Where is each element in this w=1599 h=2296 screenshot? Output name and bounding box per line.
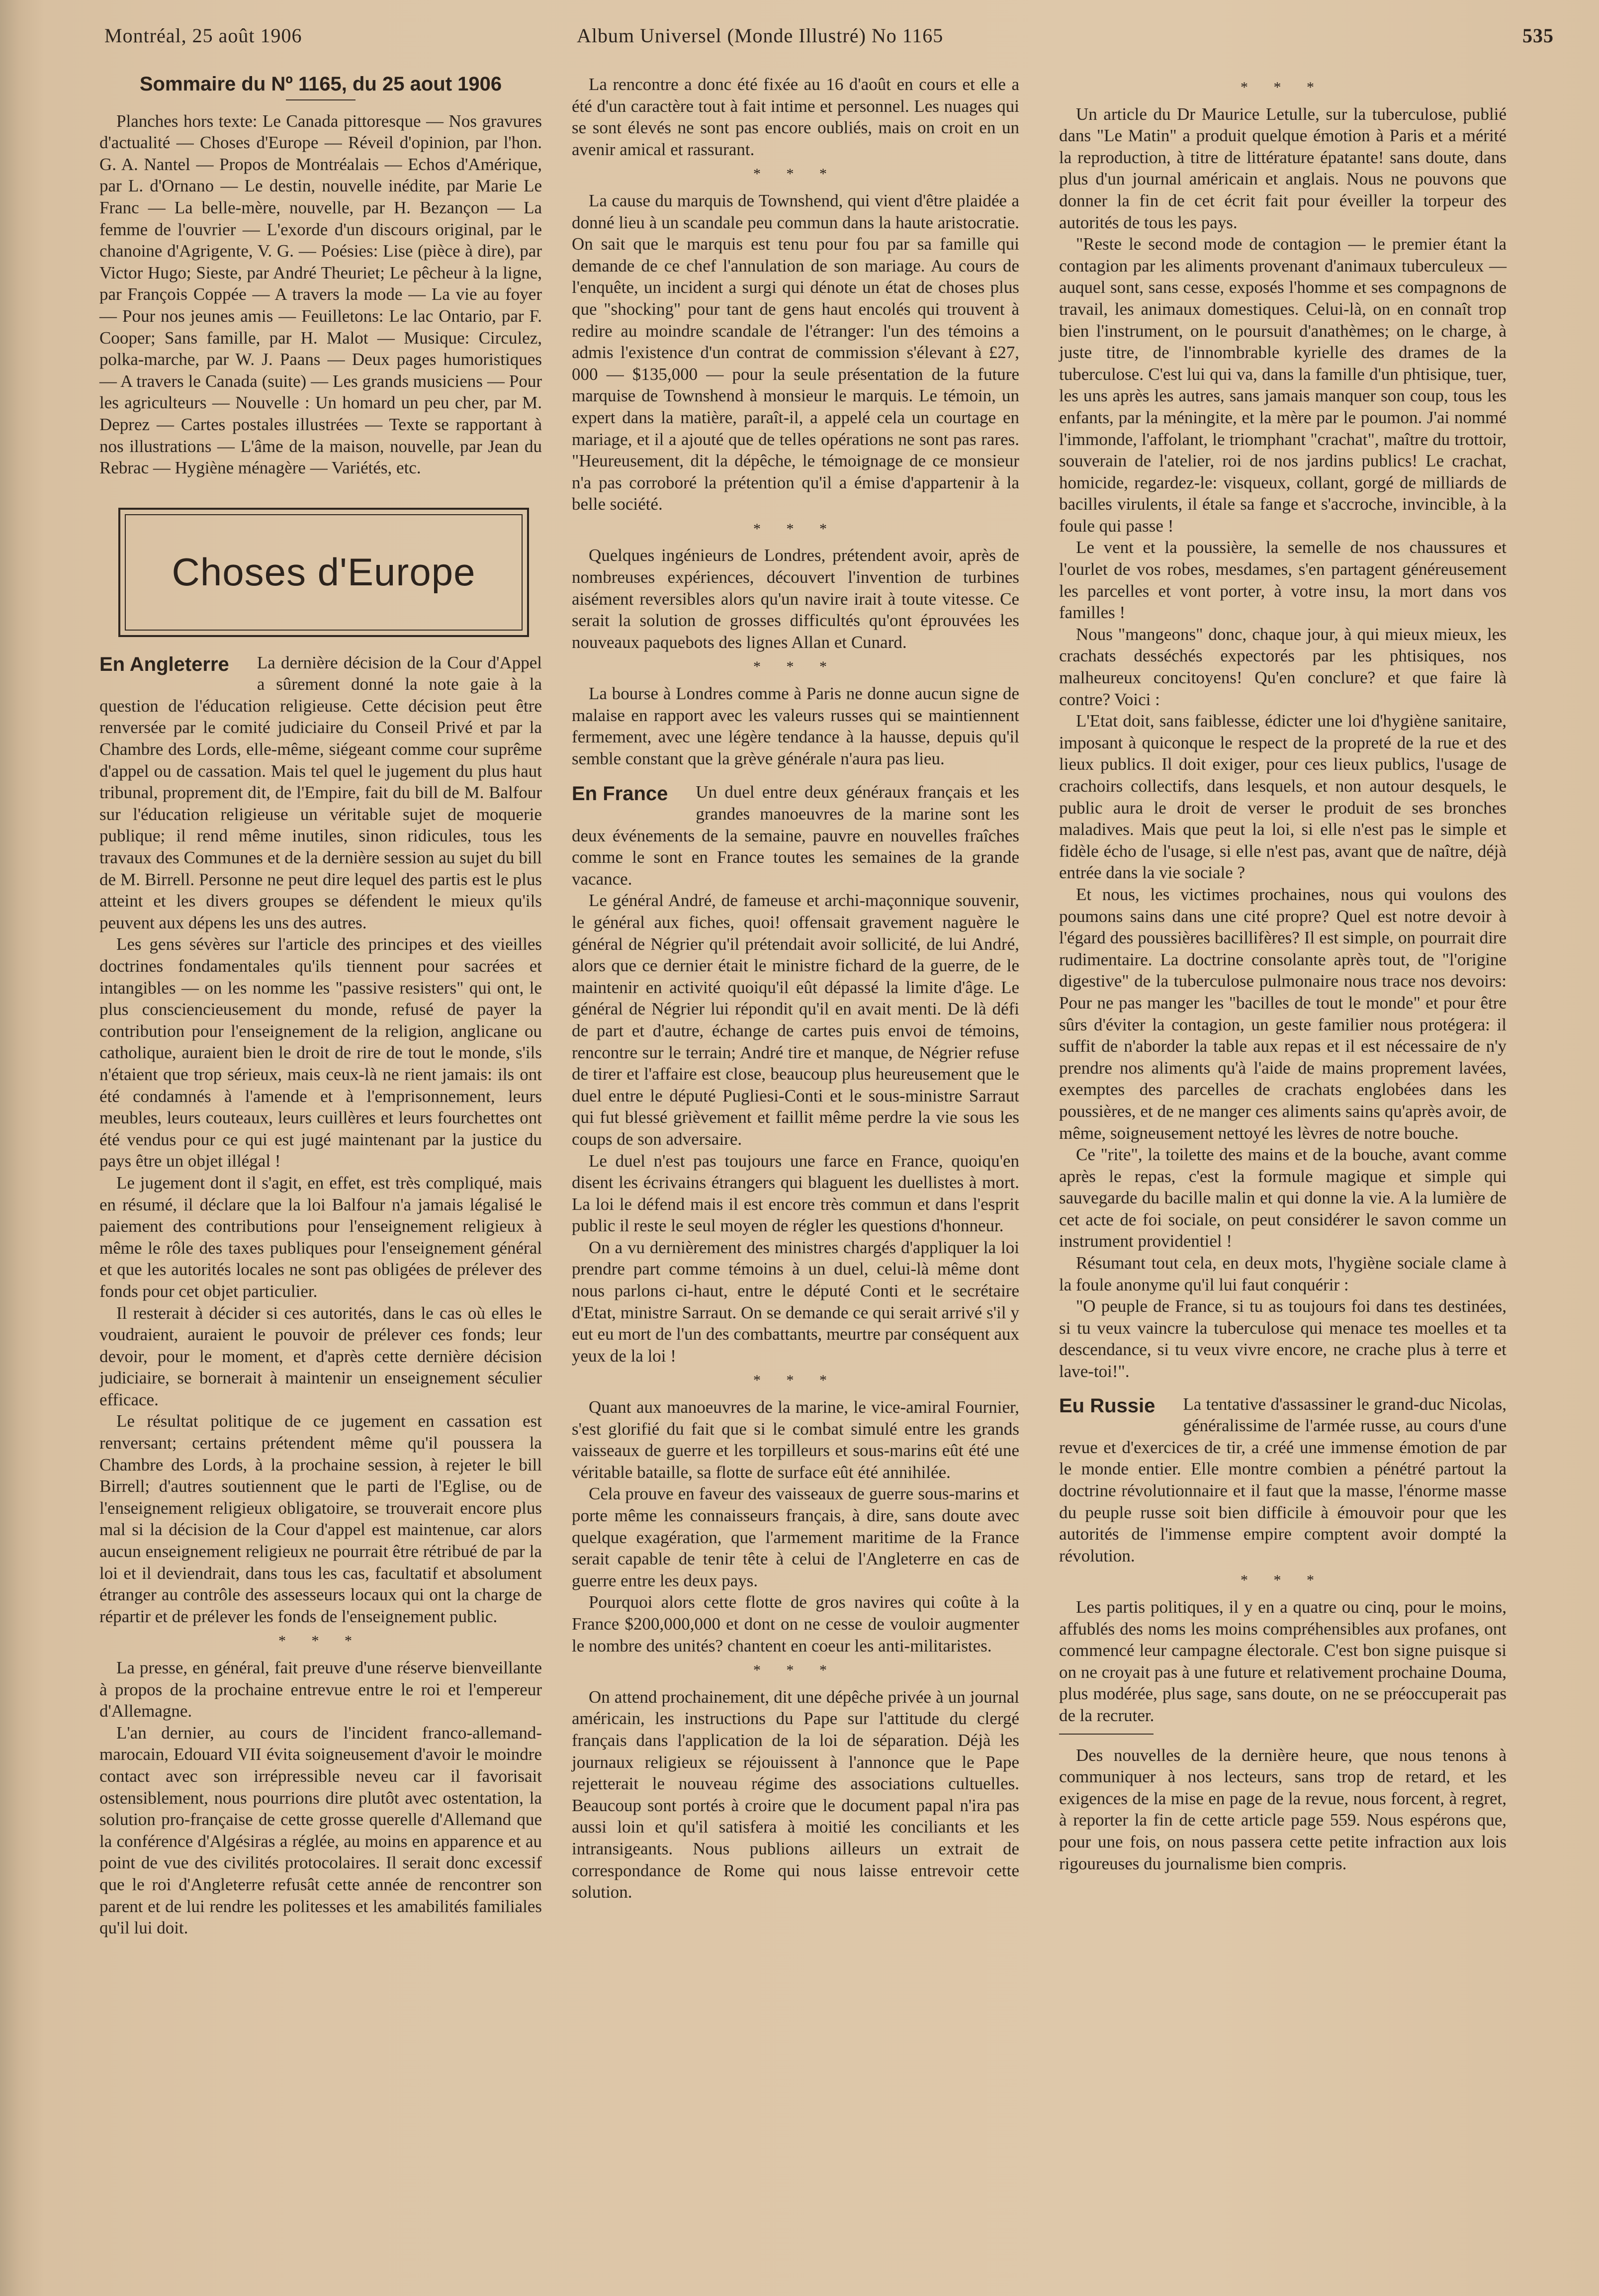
section-separator: * * *	[753, 1662, 838, 1679]
paragraph: La cause du marquis de Townshend, qui vient d'être plaidée a donné lieu à un scandale peu commun dans la haute aristocratie. On sait que le marquis est tenu pour fou par sa famille qui demande de ce chef l'annulation de son mariage. Au cours de l'enquête, un incident a surgi qui dénote un état de choses plus que "shocking" pour tant de gens haut encolés qui trouvent à redire au moindre scandale de l'étranger: l'un des témoins a admis l'existence d'un contrat de commission s'élevant à £27, 000 — $135,000 — pour la seule présentation de la future marquise de Townshend à monsieur le marquis. Le témoin, un expert dans la matière, paraît-il, a appelé cela un courtage en mariage, et il a ajouté que de telles opérations ne sont pas rares. "Heureusement, dit la dépêche, le témoignage de ce monsieur n'a pas corroboré la prétention qu'il a émise d'appartenir à la belle société.	[572, 190, 1019, 514]
column-2	[572, 74, 1019, 1903]
paragraph: Le vent et la poussière, la semelle de nos chaussures et l'ourlet de vos robes, mesdames, s'en partagent généreusement les parcelles et vont porter, à votre insu, la mort dans vos familles !	[1059, 538, 1507, 623]
page-number: 535	[1522, 24, 1554, 47]
section-russie	[1059, 1393, 1507, 1567]
paragraph: La presse, en général, fait preuve d'une réserve bienveillante à propos de la prochaine entrevue entre le roi et l'empereur d'Allemagne.	[99, 1658, 542, 1721]
paragraph: Le jugement dont il s'agit, en effet, est très compliqué, mais en résumé, il déclare que la loi Balfour n'a jamais légalisé le paiement des contributions pour l'enseignement religieux à même le rôle des taxes publiques pour l'enseignement général et que les autorités locales ne sont pas obligées de prélever des fonds pour cet objet particulier.	[99, 1173, 542, 1301]
paragraph: Le général André, de fameuse et archi-maçonnique souvenir, le général aux fiches, quoi! offensait gravement naguère le général de Négrier qu'il prétendait avoir sollicité, de lui André, alors que ce dernier était le ministre fichard de la guerre, de le maintenir en activité quoiqu'il eût dépassé la limite d'âge. Le général de Négrier lui répondit qu'il en avait menti. De là défi de part et d'autre, échange de cartes puis envoi de témoins, rencontre sur le terrain; André tire et manque, de Négrier refuse de tirer et l'affaire est close, beaucoup plus heureusement que le duel entre le député Pugliesi-Conti et le sous-ministre Sarraut qui fut blessé grièvement et faillit même perdre la vie sous les coups de son adversaire.	[572, 891, 1019, 1149]
paragraph: L'Etat doit, sans faiblesse, édicter une loi d'hygiène sanitaire, imposant à quiconque le respect de la propreté de la rue et des lieux publics. Il doit exiger, pour ces lieux publics, l'usage de crachoirs collectifs, dans lesquels, et non autour desquels, le public aura le droit de verser le produit de ses bronches maladives. Mais que peut la loi, si elle n'est pas le simple et fidèle écho de l'usage, si elle n'est pas, avant que de naître, déjà entrée dans la vie sociale ?	[1059, 711, 1507, 883]
paragraph: Les partis politiques, il y en a quatre ou cinq, pour le moins, affublés des noms les moins compréhensibles aux profanes, ont commencé leur campagne électorale. C'est bon signe puisque si on ne croyait pas à une future et relativement prochaine Douma, plus modérée, plus sage, sans doute, on ne se préoccuperait pas de la recruter.	[1059, 1597, 1507, 1725]
header-date: Montréal, 25 août 1906	[104, 24, 302, 47]
paragraph: Les gens sévères sur l'article des principes et des vieilles doctrines fondamentales qu'ils tiennent pour sacrées et intangibles — on les nomme les "passive resisters" qui ont, le plus consciencieusement du monde, refusé de payer la contribution pour l'enseignement de la religion, anglicane ou catholique, auraient bien le droit de rire de tout le monde, s'ils n'étaient que trop sérieux, mais ceux-là ne rient jamais: ils ont été condamnés à l'amende et à l'emprisonnement, leurs meubles, leurs couteaux, leurs cuillères et leurs fourchettes ont été vendus pour ce qui est jugé maintenant par la justice du pays être un objet illégal !	[99, 934, 542, 1171]
sommaire-text: Planches hors texte: Le Canada pittoresque — Nos gravures d'actualité — Choses d'Europe — Réveil d'opinion, par l'hon. G. A. Nantel — Propos de Montréalais — Echos d'Amérique, par L. d'Ornano — Le destin, nouvelle inédite, par Marie Le Franc — La belle-mère, nouvelle, par H. Bezançon — La femme de l'ouvrier — L'exorde d'un discours original, par le chanoine d'Agrigente, V. G. — Poésies: Lise (pièce à dire), par Victor Hugo; Sieste, par André Theuriet; Le pêcheur à la ligne, par François Coppée — A travers la mode — La vie au foyer — Pour nos jeunes amis — Feuilletons: Le lac Ontario, par F. Cooper; Sans famille, par H. Malot — Musique: Circulez, polka-marche, par W. J. Paans — Deux pages humoristiques — A travers le Canada (suite) — Les grands musiciens — Pour les agriculteurs — Nouvelle : Un homard un peu cher, par M. Deprez — Cartes postales illustrées — Texte se rapportant à nos illustrations — L'âme de la maison, nouvelle, par Jean du Rebrac — Hygiène ménagère — Variétés, etc.	[99, 111, 542, 478]
paragraph: Résumant tout cela, en deux mots, l'hygiène sociale clame à la foule anonyme qu'il lui faut conquérir :	[1059, 1253, 1507, 1294]
section-separator: * * *	[753, 520, 838, 537]
section-angleterre	[99, 652, 542, 934]
feature-title-box	[118, 508, 529, 637]
sommaire-divider	[286, 99, 355, 100]
section-separator: * * *	[753, 1372, 838, 1389]
paragraph: Nous "mangeons" donc, chaque jour, à qui mieux mieux, les crachats desséchés expectorés par les phtisiques, nos malheureux concitoyens! Qu'en conclure? et que faire là contre? Voici :	[1059, 624, 1507, 709]
paragraph: Un duel entre deux généraux français et les grandes manoeuvres de la marine sont les deux événements de la semaine, pauvre en nouvelles fraîches comme le sont en France toutes les semaines de la grande vacance.	[572, 782, 1019, 889]
section-heading-angleterre: En Angleterre	[99, 653, 229, 675]
paragraph: On attend prochainement, dit une dépêche privée à un journal américain, les instructions du Pape sur l'attitude du clergé français dans l'application de la loi de séparation. Déjà les journaux religieux se réjouissent à l'annonce que le Pape rejetterait le nouveau régime des associations cultuelles. Beaucoup sont portés à croire que le document papal n'ira pas aussi loin et qu'il satisfera à moitié les conciliants et les intransigeants. Nous publions ailleurs un extrait de correspondance de Rome qui nous laisse entrevoir cette solution.	[572, 1687, 1019, 1902]
paragraph: La rencontre a donc été fixée au 16 d'août en cours et elle a été d'un caractère tout à fait intime et personnel. Les nuages qui se sont élevés ne sont pas encore oubliés, mais on croit en un avenir amical et rassurant.	[572, 75, 1019, 159]
paragraph: Quelques ingénieurs de Londres, prétendent avoir, après de nombreuses expériences, découvert l'invention de turbines aisément reversibles alors qu'un navire irait à toute vitesse. Ce serait la solution de grosses difficultés qu'ont éprouvées les nouveaux paquebots des lignes Allan et Cunard.	[572, 546, 1019, 652]
sommaire-title: Sommaire du Nº 1165, du 25 aout 1906	[139, 73, 502, 95]
paragraph: "O peuple de France, si tu as toujours foi dans tes destinées, si tu veux vaincre la tuberculose qui menace tes moelles et ta descendance, si tu veux vivre encore, ne crache plus à terre et lave-toi!".	[1059, 1296, 1507, 1381]
feature-title: Choses d'Europe	[172, 550, 476, 594]
section-separator: * * *	[278, 1633, 363, 1650]
section-separator: * * *	[1241, 79, 1325, 95]
paragraph: La bourse à Londres comme à Paris ne donne aucun signe de malaise en rapport avec les valeurs russes qui se maintiennent fermement, avec une légère tendance à la hausse, depuis qu'il semble constant que la grève générale n'aura pas lieu.	[572, 684, 1019, 768]
column-3	[1059, 74, 1507, 1874]
paragraph: Quant aux manoeuvres de la marine, le vice-amiral Fournier, s'est glorifié du fait que si le combat simulé entre les grands vaisseaux de guerre et les torpilleurs et sous-marins eût été une véritable bataille, sa flotte de surface eût été annihilée.	[572, 1397, 1019, 1482]
paragraph: Ce "rite", la toilette des mains et de la bouche, avant comme après le repas, c'est la formule magique et simple qui sauvegarde du bacille malin et qui donne la vie. A la lumière de cet acte de foi sociale, on peut considérer le savon comme un instrument providentiel !	[1059, 1145, 1507, 1251]
paragraph: Un article du Dr Maurice Letulle, sur la tuberculose, publié dans "Le Matin" a produit quelque émotion à Paris et a mérité la reproduction, à titre de littérature épatante! sans doute, dans plus d'un journal américain et anglais. Nous ne pouvons que donner la fin de cet écrit fait pour éveiller la torpeur des autorités de tous les pays.	[1059, 104, 1507, 232]
paragraph: Le duel n'est pas toujours une farce en France, quoiqu'en disent les écrivains étrangers qui blaguent les duellistes à mort. La loi le défend mais il est encore très commun et dans l'esprit public il reste le seul moyen de régler les questions d'honneur.	[572, 1151, 1019, 1236]
paragraph: Et nous, les victimes prochaines, nous qui voulons des poumons sains dans une cité propre? Quel est notre devoir à l'égard des poussières bacillifères? Il est simple, on pourrait dire rudimentaire. La doctrine consolante après tout, de "l'origine digestive" de la tuberculose pulmonaire nous trace nos devoirs: Pour ne pas manger les "bacilles de tout le monde" et pour être sûrs d'éviter la contagion, un geste familier nous protégera: il suffit de n'aborder la table aux repas et il est nécessaire de n'y prendre nos aliments qu'à l'aide de mains proprement lavées, exemptes des parcelles de crachats englobées dans les poussières, et de ne manger ces aliments sains qu'après avoir, de même, soigneusement nettoyé les lèvres de notre bouche.	[1059, 884, 1507, 1143]
feature-title-frame	[125, 514, 523, 631]
paragraph: L'an dernier, au cours de l'incident franco-allemand-marocain, Edouard VII évita soigneusement d'avoir le moindre contact avec son irrépressible neveu car il favorisait ostensiblement, nous pourrions dire plutôt avec ostentation, la solution pro-française de cette grosse querelle d'Allemand que la conférence d'Algésiras a réglée, au moins en apparence et au point de vue des civilités protocolaires. Il serait donc excessif que le roi d'Angleterre refusât cette année de rencontrer son parent et de lui rendre les politesses et les amabilités familiales qu'il lui doit.	[99, 1723, 542, 1938]
section-heading-russie: Eu Russie	[1059, 1394, 1155, 1417]
paragraph: On a vu dernièrement des ministres chargés d'appliquer la loi prendre part comme témoins à un duel, celui-là même dont nous parlons ci-haut, entre le député Conti et le secrétaire d'Etat, ministre Sarraut. On se demande ce qui serait arrivé s'il y eut eu mort de l'un des combattants, meurtre par conséquent aux yeux de la loi !	[572, 1237, 1019, 1366]
column-1	[99, 74, 542, 1939]
paragraph: La dernière décision de la Cour d'Appel a sûrement donné la note gaie à la question de l'éducation religieuse. Cette décision peut être renversée par le comité judiciaire du Conseil Privé et par la Chambre des Lords, elle-même, siégeant comme cour suprême d'appel ou de cassation. Mais tel quel le jugement du plus haut tribunal, proprement dit, de l'Empire, fait du bill de M. Balfour sur l'éducation religieuse un véritable sujet de moquerie publique; il rend même inutiles, sinon ridicules, tous les travaux des Communes et de la dernière session au sujet du bill de M. Birrell. Personne ne peut dire lequel des partis est le plus atteint et les divers groupes se défendent le mieux qu'ils peuvent aux dépens les uns des autres.	[99, 652, 542, 932]
paragraph: "Reste le second mode de contagion — le premier étant la contagion par les aliments provenant d'animaux tuberculeux — auquel sont, sans cesse, exposés l'homme et ses compagnons de travail, les animaux domestiques. Celui-là, on en connaît trop bien l'instrument, on le poursuit d'anathèmes; on le charge, à juste titre, de l'innombrable kyrielle des drames de la tuberculose. C'est lui qui va, dans la famille d'un phtisique, tuer, les uns après les autres, sans jamais manquer son coup, tous les enfants, par la méningite, et la mère par le poumon. J'ai nommé l'immonde, l'affolant, le triomphant "crachat", maître du trottoir, souverain de l'atelier, roi de nos jardins publics! Le crachat, homicide, regardez-le: visqueux, collant, gorgé de milliards de bacilles virulents, il étale sa fange et s'accroche, invincible, à la foule qui passe !	[1059, 234, 1507, 536]
paragraph: Il resterait à décider si ces autorités, dans le cas où elles le voudraient, auraient le pouvoir de prélever ces fonds; leur devoir, pour le moment, et d'après cette dernière décision judiciaire, se bornerait à maintenir un enseignement séculier efficace.	[99, 1303, 542, 1409]
paragraph: La tentative d'assassiner le grand-duc Nicolas, généralissime de l'armée russe, au cours d'une revue et d'exercices de tir, a créé une immense émotion de par le monde entier. Elle montre combien a pénétré partout la doctrine révolutionnaire et il faut que la masse, l'énorme masse du peuple russe soit bien difficile à émouvoir pour que les autorités de l'immense empire comptent avoir dompté la révolution.	[1059, 1394, 1507, 1565]
section-separator: * * *	[753, 658, 838, 675]
section-separator: * * *	[753, 166, 838, 183]
section-heading-france: En France	[572, 783, 668, 805]
section-separator: * * *	[1241, 1572, 1325, 1589]
paragraph: Pourquoi alors cette flotte de gros navires qui coûte à la France $200,000,000 et dont on ne cesse de vouloir augmenter le nombre des unités? chantent en coeur les anti-militaristes.	[572, 1592, 1019, 1655]
header-publication: Album Universel (Monde Illustré) No 1165	[577, 24, 944, 47]
paragraph: Le résultat politique de ce jugement en cassation est renversant; certains prétendent même qu'il poussera la Chambre des Lords, à la prochaine session, à rejeter le bill Birrell; d'autres soutiennent que le parti de l'Eglise, ou de l'enseignement religieux obligatoire, se trouverait encore plus mal si la décision de la Cour d'appel est maintenue, car alors aucun enseignement religieux ne pourrait être rétribué de par la loi et il deviendrait, dans tous les cas, facultatif et absolument étranger au contrôle des assesseurs locaux qui ont la charge de répartir et de prélever les fonds de l'enseignement public.	[99, 1411, 542, 1626]
paragraph: Cela prouve en faveur des vaisseaux de guerre sous-marins et porte même les connaisseurs français, à dire, sans doute avec quelque exagération, que l'armement maritime de la France serait capable de tenir tête à celui de l'Angleterre en cas de guerre entre les deux pays.	[572, 1484, 1019, 1590]
section-france	[572, 781, 1019, 890]
closing-divider	[1059, 1734, 1154, 1735]
closing-note: Des nouvelles de la dernière heure, que nous tenons à communiquer à nos lecteurs, sans trop de retard, et les exigences de la mise en page de la revue, nous forcent, à regret, à reporter la fin de cette article page 559. Nous espérons que, pour une fois, on nous passera cette petite infraction aux lois rigoureuses du journalisme bien compris.	[1059, 1745, 1507, 1873]
